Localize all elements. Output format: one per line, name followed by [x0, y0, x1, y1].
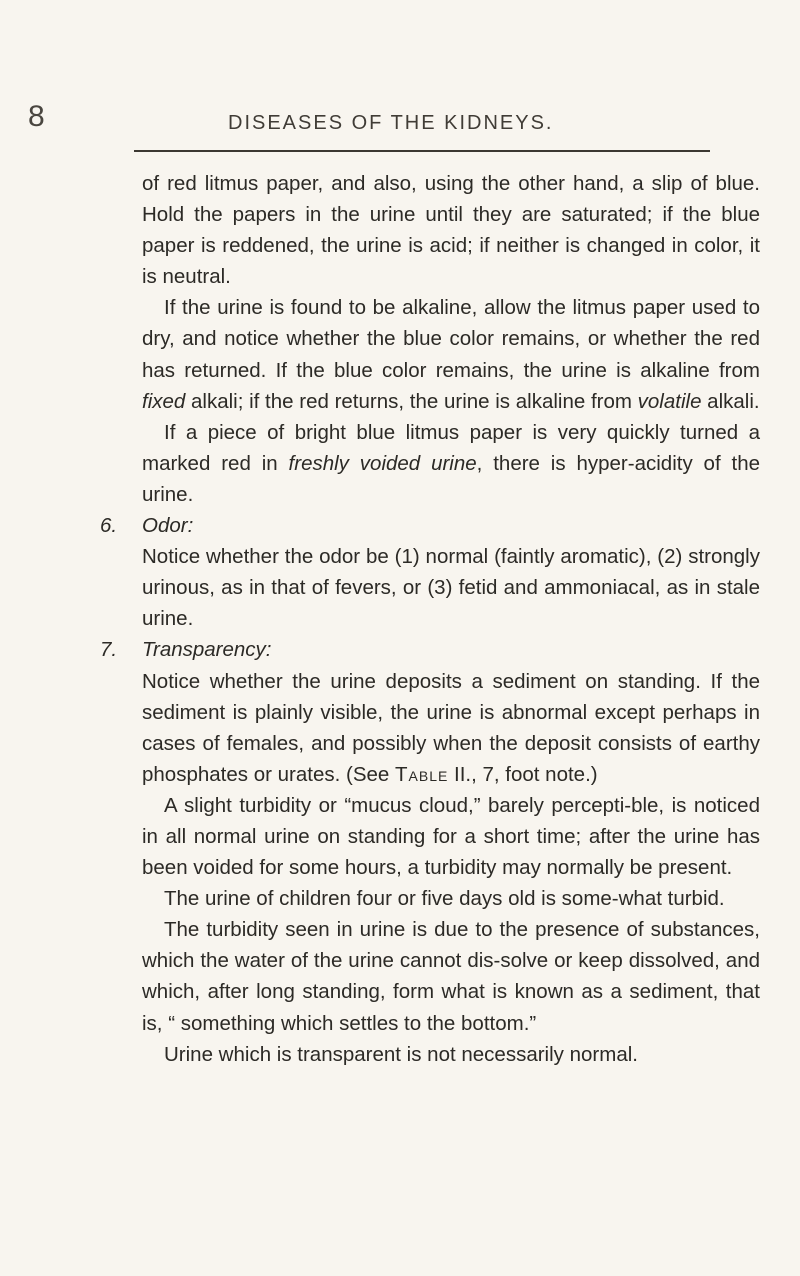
- paragraph-litmus-continued: of red litmus paper, and also, using the other hand, a slip of blue. Hold the papers in the urine until they are saturated; if the blue paper is reddened, the urine is acid; if neither is changed in color, it is neutral.: [142, 172, 760, 289]
- paragraph-transparent-not-normal: Urine which is transparent is not necessarily normal.: [164, 1042, 638, 1066]
- header-rule: [134, 150, 710, 152]
- emphasis-fixed: fixed: [142, 389, 186, 413]
- paragraph-hyper-acidity: [100, 417, 760, 510]
- text-run: Notice whether the urine deposits a sediment on standing. If the sediment is plainly visible, the urine is abnormal except perhaps in cases of females, and possibly when the deposit consists of earthy phosphates or urates. (See: [142, 669, 760, 786]
- page-number: 8: [28, 100, 45, 133]
- paragraph-mucus-cloud: A slight turbidity or “mucus cloud,” barely percepti-ble, is noticed in all normal urine on standing for a short time; after the urine has been voided for some hours, a turbidity may normally be present.: [142, 793, 760, 880]
- paragraph-alkaline: [100, 292, 760, 416]
- section-number: 7.: [100, 638, 118, 662]
- text-run: If the urine is found to be alkaline, allow the litmus paper used to dry, and notice whether the blue color remains, or whether the red has returned. If the blue color remains, the urine is alkaline from: [142, 296, 760, 382]
- text-run: , there is hyper-acidity of the urine.: [142, 451, 761, 506]
- running-head: DISEASES OF THE KIDNEYS.: [228, 112, 554, 134]
- section-heading-transparency: [100, 634, 760, 665]
- emphasis-freshly-voided: freshly voided urine: [288, 451, 477, 475]
- section-heading-odor: [100, 510, 760, 541]
- table-reference: Table: [395, 762, 449, 786]
- paragraph-sediment: [100, 666, 760, 790]
- paragraph-children: The urine of children four or five days old is some-what turbid.: [164, 887, 725, 911]
- section-title: Odor:: [142, 514, 194, 538]
- emphasis-volatile: volatile: [637, 389, 702, 413]
- section-title: Transparency:: [142, 638, 272, 662]
- text-run: alkali; if the red returns, the urine is alkaline from: [185, 389, 638, 413]
- section-number: 6.: [100, 514, 118, 538]
- text-run: If a piece of bright blue litmus paper is very quickly turned a marked red in: [142, 420, 760, 475]
- paragraph-odor: Notice whether the odor be (1) normal (faintly aromatic), (2) strongly urinous, as in that of fevers, or (3) fetid and ammoniacal, as in stale urine.: [142, 545, 760, 631]
- page-body: [100, 168, 760, 1070]
- text-run: alkali.: [701, 389, 760, 413]
- paragraph-turbidity-cause: The turbidity seen in urine is due to the presence of substances, which the water of the urine cannot dis-solve or keep dissolved, and which, after long standing, form what is known as a sediment, that is, “ something which settles to the bottom.”: [142, 918, 760, 1035]
- text-run: II., 7, foot note.): [448, 762, 598, 786]
